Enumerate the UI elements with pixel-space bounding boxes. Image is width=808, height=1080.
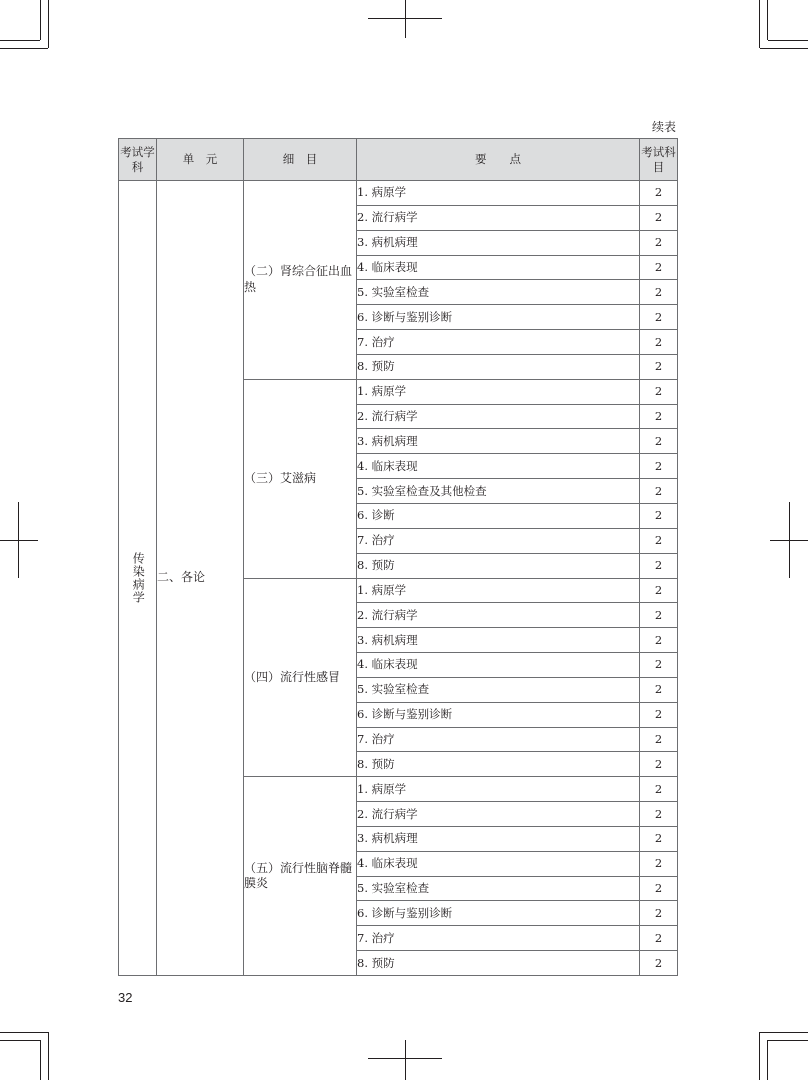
level-cell: 2 [640, 553, 678, 578]
point-cell: 8. 预防 [357, 951, 640, 976]
syllabus-table [118, 138, 678, 976]
header-point: 要 点 [357, 139, 640, 181]
point-cell: 2. 流行病学 [357, 205, 640, 230]
item-cell: （四）流行性感冒 [244, 578, 357, 777]
level-cell: 2 [640, 255, 678, 280]
level-cell: 2 [640, 653, 678, 678]
point-cell: 4. 临床表现 [357, 851, 640, 876]
point-cell: 4. 临床表现 [357, 653, 640, 678]
point-cell: 6. 诊断与鉴别诊断 [357, 305, 640, 330]
point-cell: 4. 临床表现 [357, 255, 640, 280]
level-cell: 2 [640, 205, 678, 230]
point-cell: 5. 实验室检查 [357, 876, 640, 901]
level-cell: 2 [640, 330, 678, 355]
level-cell: 2 [640, 752, 678, 777]
point-cell: 1. 病原学 [357, 578, 640, 603]
level-cell: 2 [640, 230, 678, 255]
point-cell: 8. 预防 [357, 354, 640, 379]
level-cell: 2 [640, 305, 678, 330]
level-cell: 2 [640, 280, 678, 305]
level-cell: 2 [640, 826, 678, 851]
point-cell: 4. 临床表现 [357, 454, 640, 479]
header-unit: 单 元 [157, 139, 244, 181]
level-cell: 2 [640, 454, 678, 479]
level-cell: 2 [640, 702, 678, 727]
level-cell: 2 [640, 951, 678, 976]
level-cell: 2 [640, 503, 678, 528]
point-cell: 5. 实验室检查及其他检查 [357, 479, 640, 504]
header-subject: 考试学科 [119, 139, 157, 181]
level-cell: 2 [640, 901, 678, 926]
point-cell: 1. 病原学 [357, 777, 640, 802]
level-cell: 2 [640, 578, 678, 603]
level-cell: 2 [640, 354, 678, 379]
level-cell: 2 [640, 603, 678, 628]
level-cell: 2 [640, 802, 678, 827]
unit-cell: 二、各论 [157, 181, 244, 976]
item-cell: （三）艾滋病 [244, 379, 357, 578]
continued-label: 续表 [651, 120, 676, 134]
subject-cell: 传染病学 [119, 181, 157, 976]
item-cell: （二）肾综合征出血热 [244, 181, 357, 380]
page-number: 32 [118, 990, 133, 1005]
point-cell: 6. 诊断 [357, 503, 640, 528]
point-cell: 1. 病原学 [357, 181, 640, 206]
point-cell: 5. 实验室检查 [357, 280, 640, 305]
point-cell: 8. 预防 [357, 752, 640, 777]
level-cell: 2 [640, 851, 678, 876]
point-cell: 1. 病原学 [357, 379, 640, 404]
point-cell: 7. 治疗 [357, 926, 640, 951]
level-cell: 2 [640, 429, 678, 454]
point-cell: 3. 病机病理 [357, 429, 640, 454]
point-cell: 7. 治疗 [357, 330, 640, 355]
table-header-row [119, 139, 678, 181]
level-cell: 2 [640, 876, 678, 901]
level-cell: 2 [640, 379, 678, 404]
level-cell: 2 [640, 528, 678, 553]
header-item: 细 目 [244, 139, 357, 181]
level-cell: 2 [640, 727, 678, 752]
table-row [119, 181, 678, 206]
point-cell: 7. 治疗 [357, 727, 640, 752]
point-cell: 6. 诊断与鉴别诊断 [357, 901, 640, 926]
point-cell: 3. 病机病理 [357, 230, 640, 255]
level-cell: 2 [640, 677, 678, 702]
level-cell: 2 [640, 926, 678, 951]
level-cell: 2 [640, 777, 678, 802]
point-cell: 3. 病机病理 [357, 826, 640, 851]
level-cell: 2 [640, 479, 678, 504]
point-cell: 8. 预防 [357, 553, 640, 578]
item-cell: （五）流行性脑脊髓膜炎 [244, 777, 357, 976]
point-cell: 2. 流行病学 [357, 802, 640, 827]
point-cell: 5. 实验室检查 [357, 677, 640, 702]
point-cell: 6. 诊断与鉴别诊断 [357, 702, 640, 727]
point-cell: 2. 流行病学 [357, 404, 640, 429]
level-cell: 2 [640, 404, 678, 429]
level-cell: 2 [640, 181, 678, 206]
header-level: 考试科目 [640, 139, 678, 181]
point-cell: 2. 流行病学 [357, 603, 640, 628]
level-cell: 2 [640, 628, 678, 653]
point-cell: 3. 病机病理 [357, 628, 640, 653]
point-cell: 7. 治疗 [357, 528, 640, 553]
